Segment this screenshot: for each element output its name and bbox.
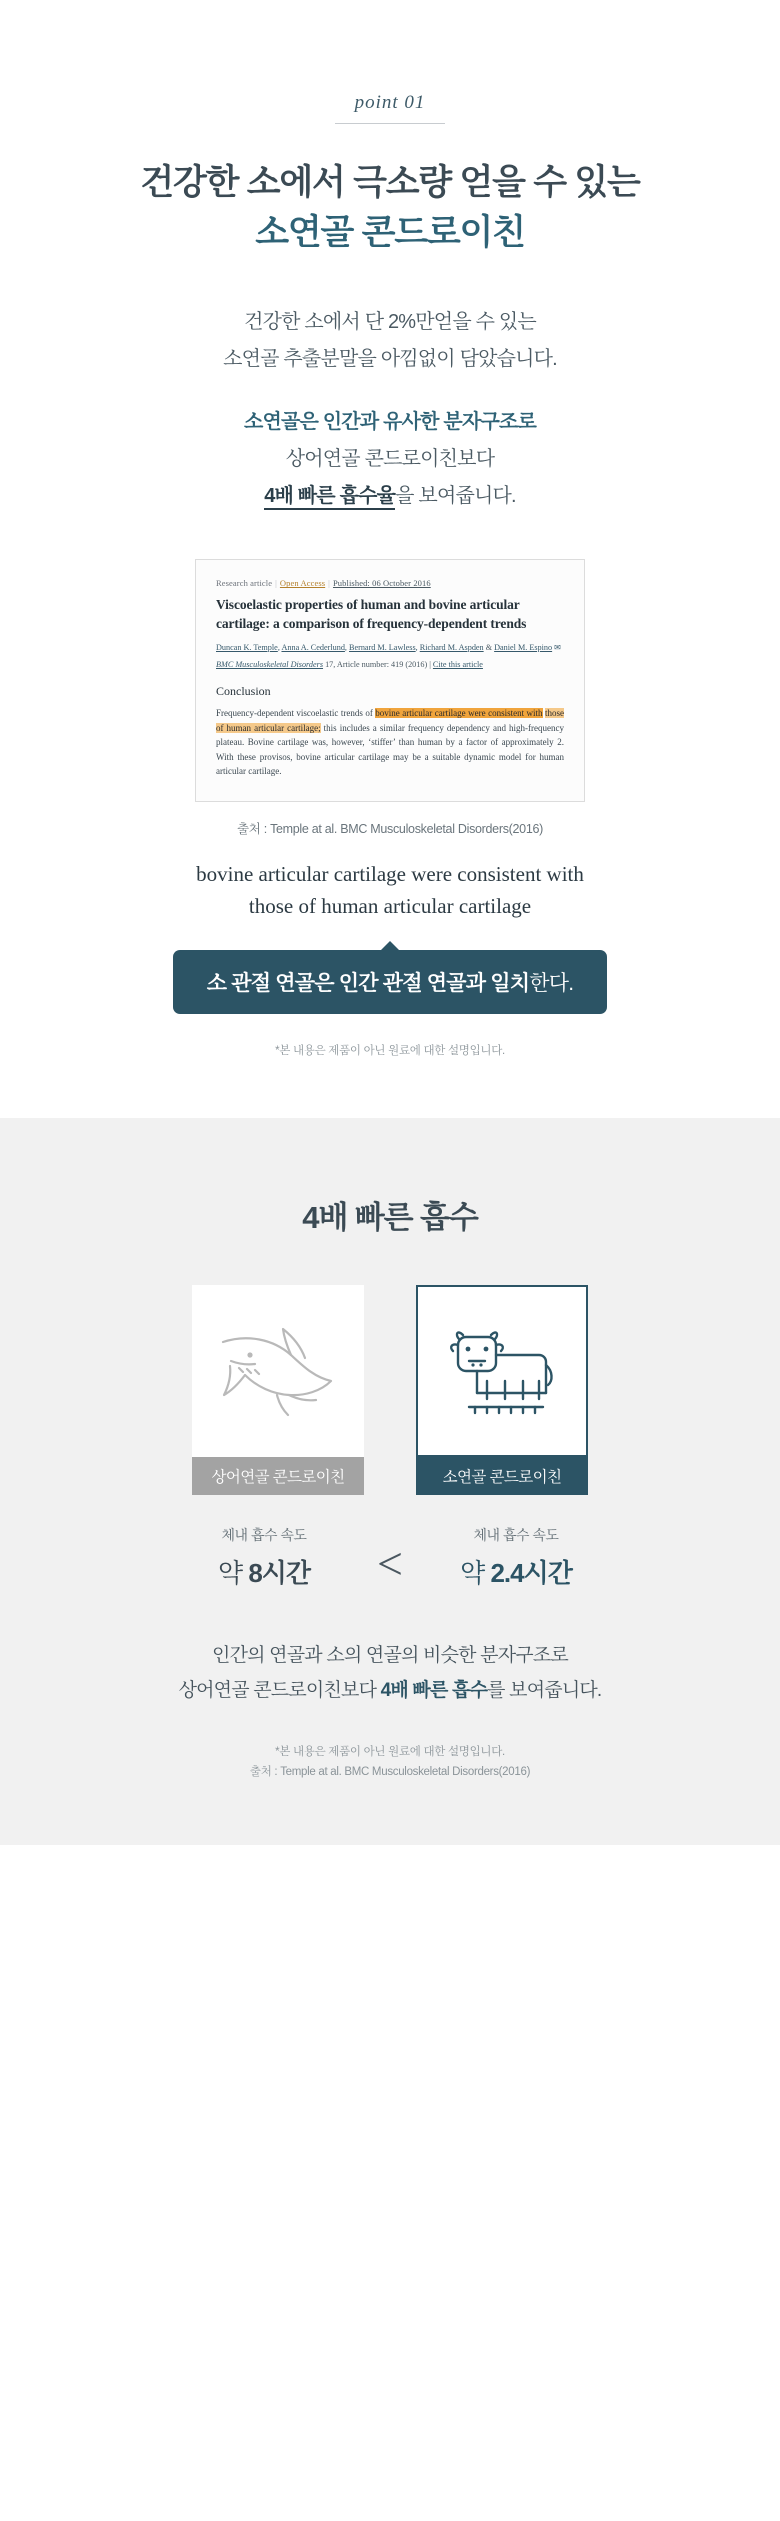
callout-wrapper xyxy=(0,950,780,1014)
headline-line-2: 소연골 콘드로이친 xyxy=(255,212,525,252)
paper-journal-name[interactable]: BMC Musculoskeletal Disorders xyxy=(216,660,324,670)
closing-line-2-pre: 상어연골 콘드로이친보다 xyxy=(178,1680,381,1702)
paper-quote xyxy=(0,859,780,922)
card-label-shark: 상어연골 콘드로이친 xyxy=(192,1457,364,1495)
cow-icon xyxy=(443,1321,561,1421)
point-badge: point 01 xyxy=(335,86,446,124)
paper-published-date: Published: 06 October 2016 xyxy=(332,578,431,589)
quote-line-2: those of human articular cartilage xyxy=(248,893,532,918)
speed-caption-cow: 체내 흡수 속도 xyxy=(473,1527,559,1543)
conclusion-callout xyxy=(173,950,608,1014)
paper-section-heading: Conclusion xyxy=(216,684,271,699)
closing-line-2-bold: 4배 빠른 흡수 xyxy=(380,1680,488,1702)
section2-title: 4배 빠른 흡수 xyxy=(302,1200,478,1235)
fineprint-line-1: *본 내용은 제품이 아닌 원료에 대한 설명입니다. xyxy=(275,1746,505,1759)
speed-number-cow: 2.4시간 xyxy=(490,1558,572,1588)
lead-strong-line-1: 소연골은 인간과 유사한 분자구조로 xyxy=(243,411,537,434)
paper-title: Viscoelastic properties of human and bovine articular cartilage: a comparison of frequency-dependent trends xyxy=(216,597,527,631)
authors-ampersand: & xyxy=(485,642,493,652)
paper-journal-info: 17, Article number: 419 (2016) xyxy=(325,660,428,670)
cite-article-link[interactable]: Cite this article xyxy=(432,660,483,670)
speed-number-shark: 8시간 xyxy=(248,1558,311,1588)
open-access-link[interactable]: Open Access xyxy=(279,578,326,589)
lead-strong-line-3-strong: 4배 빠른 흡수율 xyxy=(264,485,395,510)
absorption-speed-row xyxy=(0,1525,780,1590)
speed-prefix-shark: 약 xyxy=(217,1558,249,1588)
callout-rest-text: 한다. xyxy=(529,972,574,995)
meta-divider-1: | xyxy=(275,578,277,589)
callout-strong-text: 소 관절 연골은 인간 관절 연골과 일치 xyxy=(206,972,530,995)
lead-strong-line-2: 상어연골 콘드로이친보다 xyxy=(285,448,495,471)
closing-line-2-post: 를 보여줍니다. xyxy=(487,1680,602,1702)
section2-fineprint xyxy=(0,1742,780,1782)
body-highlight-2: those of human articular cartilage; xyxy=(216,708,565,733)
speed-cow xyxy=(418,1525,614,1590)
body-pre-text: Frequency-dependent viscoelastic trends of xyxy=(216,708,376,719)
meta-divider-2: | xyxy=(328,578,330,589)
cow-image-frame xyxy=(416,1285,588,1457)
shark-image-frame xyxy=(192,1285,364,1457)
paper-meta xyxy=(216,578,564,588)
fineprint-line-2: 출처 : Temple at al. BMC Musculoskeletal Disorders(2016) xyxy=(249,1766,531,1779)
journal-divider: | xyxy=(429,660,431,670)
speed-shark xyxy=(166,1525,362,1590)
paper-author-2[interactable]: Anna A. Cederlund xyxy=(281,642,345,652)
paper-author-3[interactable]: Bernard M. Lawless xyxy=(349,642,416,652)
paper-author-4[interactable]: Richard M. Aspden xyxy=(419,642,484,652)
quote-line-1: bovine articular cartilage were consistent with xyxy=(196,862,584,886)
lead-paragraph xyxy=(0,304,780,378)
paper-author-1[interactable]: Duncan K. Temple xyxy=(216,642,278,652)
paper-journal-line xyxy=(216,660,564,669)
comparison-cards xyxy=(0,1285,780,1495)
speed-value-cow xyxy=(418,1553,614,1590)
speed-prefix-cow: 약 xyxy=(460,1558,491,1588)
body-post-text: this includes a similar frequency dependency and high-frequency plateau. Bovine cartilage was, however, ‘stiffer’ than human by a factor of approximately 2. With these provisos, bovine articular cartilage may be a suitable dynamic model for human articular cartilage. xyxy=(216,722,564,777)
paper-conclusion-body xyxy=(216,706,564,779)
speed-caption-shark: 체내 흡수 속도 xyxy=(221,1527,307,1543)
paper-type-label: Research article xyxy=(216,578,273,589)
paper-authors: Duncan K. Temple, Anna A. Cederlund, Bernard M. Lawless, Richard M. Aspden & Daniel M. Espino ✉ xyxy=(216,642,562,652)
lead-strong-paragraph xyxy=(0,404,780,515)
section-absorption-comparison xyxy=(0,1118,780,1845)
speed-value-shark xyxy=(166,1553,362,1590)
research-paper-card xyxy=(195,559,585,802)
page-title xyxy=(0,158,780,257)
closing-line-1: 인간의 연골과 소의 연골의 비슷한 분자구조로 xyxy=(212,1645,568,1666)
card-label-cow: 소연골 콘드로이친 xyxy=(416,1457,588,1495)
card-cow xyxy=(416,1285,588,1495)
body-highlight-1: bovine articular cartilage were consistent with xyxy=(375,708,543,719)
section-chondroitin-intro xyxy=(0,0,780,1118)
paper-author-5[interactable]: Daniel M. Espino xyxy=(494,642,553,652)
shark-icon xyxy=(217,1325,339,1417)
section1-fineprint: *본 내용은 제품이 아닌 원료에 대한 설명입니다. xyxy=(275,1045,505,1057)
closing-paragraph xyxy=(0,1638,780,1708)
envelope-icon: ✉ xyxy=(554,642,562,652)
headline-line-1: 건강한 소에서 극소량 얻을 수 있는 xyxy=(140,163,640,202)
lead-line-1: 건강한 소에서 단 2%만얻을 수 있는 xyxy=(244,311,536,334)
comparator-symbol: < xyxy=(377,1537,403,1589)
lead-strong-line-3-rest: 을 보여줍니다. xyxy=(395,485,516,508)
paper-source-note: 출처 : Temple at al. BMC Musculoskeletal Disorders(2016) xyxy=(237,822,543,836)
lead-line-2: 소연골 추출분말을 아낌없이 담았습니다. xyxy=(223,348,557,371)
card-shark xyxy=(192,1285,364,1495)
